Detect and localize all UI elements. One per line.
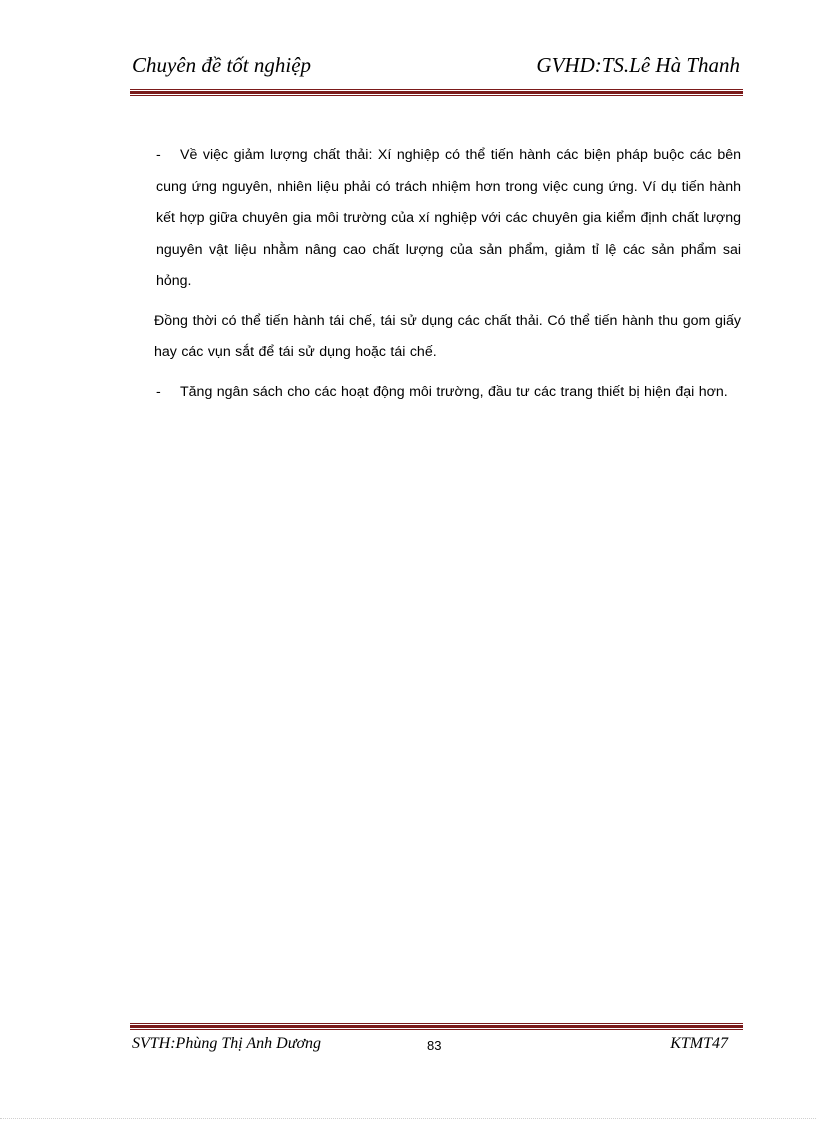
footer-class-code: KTMT47 [670, 1035, 728, 1052]
page-body [156, 140, 741, 416]
paragraph-text: Về việc giảm lượng chất thải: Xí nghiệp có thể tiến hành các biện pháp buộc các bên cung ứng nguyên, nhiên liệu phải có trách nhiệm hơn trong việc cung ứng. Ví dụ tiến hành kết hợp giữa chuyên gia môi trường của xí nghiệp với các chuyên gia kiểm định chất lượng nguyên vật liệu nhằm nâng cao chất lượng của sản phẩm, giảm tỉ lệ các sản phẩm sai hỏng. [156, 147, 741, 289]
paragraph-text: Đồng thời có thể tiến hành tái chế, tái sử dụng các chất thải. Có thể tiến hành thu gom giấy hay các vụn sắt để tái sử dụng hoặc tái chế. [154, 312, 741, 360]
header-supervisor: GVHD:TS.Lê Hà Thanh [536, 53, 740, 77]
page-header [130, 52, 740, 82]
page-bottom-border [0, 1118, 816, 1119]
header-rule-thick [130, 91, 743, 94]
page-number: 83 [427, 1038, 442, 1053]
page-footer [130, 1034, 742, 1058]
bullet-dash: - [156, 147, 161, 163]
paragraph-text: Tăng ngân sách cho các hoạt động môi trường, đầu tư các trang thiết bị hiện đại hơn. [180, 383, 728, 400]
footer-rule-thin-top [130, 1023, 743, 1024]
bullet-dash: - [156, 383, 161, 400]
footer-student-name: SVTH:Phùng Thị Anh Dương [132, 1035, 321, 1052]
paragraph-waste-reduction [156, 140, 741, 298]
header-document-title: Chuyên đề tốt nghiệp [132, 53, 312, 77]
header-rule-thin-bottom [130, 95, 743, 96]
footer-rule-thin-bottom [130, 1029, 743, 1030]
paragraph-budget [156, 377, 741, 409]
header-rule-thin-top [130, 89, 743, 90]
footer-rule-thick [130, 1025, 743, 1028]
paragraph-recycling [154, 306, 741, 369]
